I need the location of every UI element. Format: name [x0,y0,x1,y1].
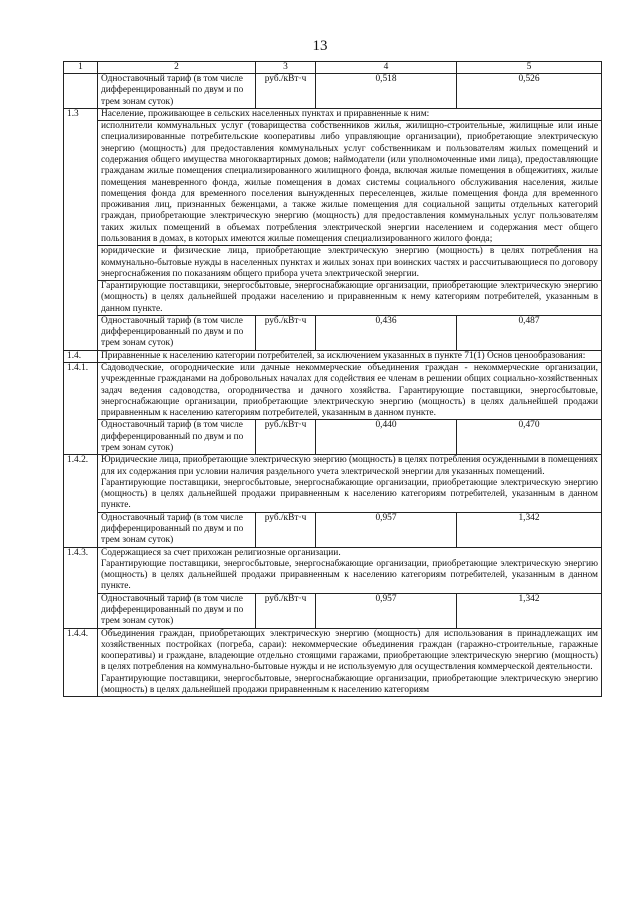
table-row [64,512,602,547]
section-paragraph: Гарантирующие поставщики, энергосбытовые, энергоснабжающие организации, приобретающие электрическую энергию (мощность) в целях дальнейшей продажи населению и приравненным к нему категориям потребителей, указанным в данном пункте. [98,281,602,316]
table-row [64,628,602,697]
tariff-value-2: 1,342 [457,512,602,547]
table-row [64,420,602,455]
tariff-label: Одноставочный тариф (в том числе дифференцированный по двум и по трем зонам суток) [98,593,256,628]
header-col-3: 3 [256,62,316,74]
table-row [64,281,602,316]
table-row [64,121,602,246]
section-number: 1.4.3. [64,547,98,628]
table-header-row [64,62,602,74]
table-row [64,547,602,593]
unit-cell: руб./кВт·ч [256,512,316,547]
header-col-5: 5 [457,62,602,74]
tariff-label: Одноставочный тариф (в том числе дифференцированный по двум и по трем зонам суток) [98,512,256,547]
tariff-label: Одноставочный тариф (в том числе дифференцированный по двум и по трем зонам суток) [98,74,256,109]
tariff-value-1: 0,436 [316,315,457,350]
tariff-value-2: 0,487 [457,315,602,350]
tariff-value-2: 1,342 [457,593,602,628]
section-paragraph: юридические и физические лица, приобретающие электрическую энергию (мощность) в целях потребления на коммунально-бытовые нужды в населенных пунктах и жилых зонах при воинских частях и рассчитывающиеся по договору энергоснабжения по показаниям общего прибора учета электрической энергии. [98,246,602,281]
section-paragraph: Садоводческие, огороднические или дачные некоммерческие объединения граждан - некоммерческие организации, учрежденные гражданами на добровольных началах для содействия ее членам в решении общих социально-хозяйственных задач ведения садоводства, огородничества и дачного хозяйства. Гарантирующие поставщики, энергосбытовые, энергоснабжающие организации, приобретающие электрическую энергию (мощность) в целях дальнейшей продажи приравненным к населению категориям потребителей, указанным в данном пункте. [98,363,602,420]
tariff-table [63,61,602,697]
row-number-cell [64,74,98,109]
tariff-value-1: 0,957 [316,512,457,547]
section-text: Юридические лица, приобретающие электрическую энергию (мощность) в целях потребления осужденными в помещениях для их содержания при условии наличия раздельного учета электрической энергии для указанных помещений. [101,455,598,477]
section-title: Население, проживающее в сельских населенных пунктах и приравненные к ним: [98,108,602,120]
section-number: 1.4.1. [64,363,98,455]
header-col-4: 4 [316,62,457,74]
section-paragraph: исполнители коммунальных услуг (товарищества собственников жилья, жилищно-строительные, жилищные или иные специализированные потребительские кооперативы либо управляющие организации), приобретающие электрическую энергию (мощность) для предоставления коммунальных услуг собственникам и пользователям жилых помещений и содержания общего имущества многоквартирных домов; наймодатели (или уполномоченные ими лица), предоставляющие гражданам жилые помещения специализированного жилищного фонда, включая жилые помещения в общежитиях, жилые помещения маневренного фонда, жилые помещения в домах системы социального обслуживания населения, жилые помещения фонда для временного поселения вынужденных переселенцев, жилые помещения фонда для временного проживания лиц, признанных беженцами, а также жилые помещения для социальной защиты отдельных категорий граждан, приобретающие электрическую энергию (мощность) для предоставления коммунальных услуг пользователям таких жилых помещений в объемах потребления электрической энергии населением и содержания мест общего пользования в домах, в которых имеются жилые помещения специализированного жилого фонда; [98,121,602,246]
table-row [64,74,602,109]
table-row [64,350,602,362]
page-number: 13 [312,38,328,54]
section-text-2: Гарантирующие поставщики, энергосбытовые, энергоснабжающие организации, приобретающие электрическую энергию (мощность) в целях дальнейшей продажи приравненным к населению категориям потребителей, указанным в данном пункте. [101,477,598,511]
unit-cell: руб./кВт·ч [256,74,316,109]
section-title: Приравненные к населению категории потребителей, за исключением указанных в пункте 71(1) Основ ценообразования: [98,350,602,362]
unit-cell: руб./кВт·ч [256,593,316,628]
table-row [64,363,602,420]
section-number: 1.4.2. [64,455,98,547]
section-text: Объединения граждан, приобретающих электрическую энергию (мощность) для использования в принадлежащих им хозяйственных постройках (погреба, сараи): некоммерческие объединения граждан (гаражно-строительные, гаражные кооперативы) и граждане, владеющие отдельно стоящими гаражами, приобретающие электрическую энергию (мощность) в целях потребления на коммунально-бытовые нужды и не используемую для осуществления коммерческой деятельности. [101,628,598,673]
section-text-2: Гарантирующие поставщики, энергосбытовые, энергоснабжающие организации, приобретающие электрическую энергию (мощность) в целях дальнейшей продажи приравненным к населению категориям [101,673,598,695]
section-paragraph [98,455,602,512]
table-row [64,455,602,512]
tariff-value-2: 0,470 [457,420,602,455]
tariff-value-1: 0,440 [316,420,457,455]
tariff-label: Одноставочный тариф (в том числе дифференцированный по двум и по трем зонам суток) [98,315,256,350]
header-col-2: 2 [98,62,256,74]
unit-cell: руб./кВт·ч [256,420,316,455]
tariff-value-1: 0,518 [316,74,457,109]
tariff-label: Одноставочный тариф (в том числе дифференцированный по двум и по трем зонам суток) [98,420,256,455]
section-text: Содержащиеся за счет прихожан религиозные организации. [101,547,341,558]
section-number: 1.3 [64,108,98,350]
section-text-2: Гарантирующие поставщики, энергосбытовые, энергоснабжающие организации, приобретающие электрическую энергию (мощность) в целях дальнейшей продажи приравненным к населению категориям потребителей, указанным в данном пункте. [101,558,598,592]
section-number: 1.4. [64,350,98,362]
section-number: 1.4.4. [64,628,98,697]
tariff-value-2: 0,526 [457,74,602,109]
table-row [64,246,602,281]
tariff-value-1: 0,957 [316,593,457,628]
unit-cell: руб./кВт·ч [256,315,316,350]
section-paragraph [98,547,602,593]
table-row [64,315,602,350]
table-row [64,593,602,628]
table-row [64,108,602,120]
section-paragraph [98,628,602,697]
header-col-1: 1 [64,62,98,74]
